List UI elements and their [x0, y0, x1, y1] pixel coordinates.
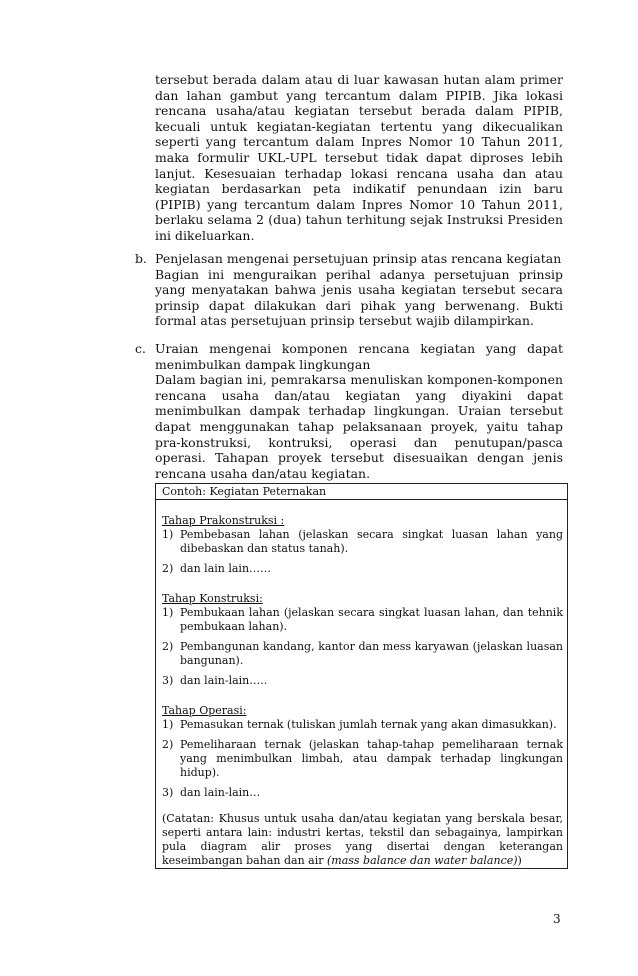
- list-item: [162, 528, 563, 556]
- section-b-body: Bagian ini menguraikan perihal adanya persetujuan prinsip yang menyatakan bahwa jenis usaha kegiatan tersebut secara prinsip dapat dilakukan dari pihak yang berwenang. Bukti formal atas persetujuan prinsip tersebut wajib dilampirkan.: [155, 266, 563, 329]
- list-item-text: Pemasukan ternak (tuliskan jumlah ternak yang akan dimasukkan).: [180, 718, 557, 731]
- section-b: [155, 251, 563, 329]
- list-item-text: Pembebasan lahan (jelaskan secara singkat luasan lahan yang dibebaskan dan status tanah).: [180, 528, 563, 555]
- list-item: [162, 674, 563, 688]
- list-item-number: 3): [162, 786, 174, 799]
- list-item: [162, 738, 563, 780]
- section-b-label: b.: [135, 251, 147, 266]
- list-item-text: dan lain lain……: [180, 562, 272, 575]
- page-number: 3: [553, 912, 561, 926]
- list-item: [162, 718, 563, 732]
- list-item-text: dan lain-lain…: [180, 786, 261, 799]
- list-item: [162, 640, 563, 668]
- section-c-label: c.: [135, 341, 146, 356]
- note-closing: ): [517, 854, 522, 867]
- list-item-text: Pemeliharaan ternak (jelaskan tahap-tahap pemeliharaan ternak yang menimbulkan limbah, atau dampak terhadap lingkungan hidup).: [180, 738, 563, 779]
- paragraph-text: tersebut berada dalam atau di luar kawasan hutan alam primer dan lahan gambut yang tercantum dalam PIPIB. Jika lokasi rencana usaha/atau kegiatan tersebut berada dalam PIPIB, kecuali untuk kegiatan-kegiatan tertentu yang dikecualikan seperti yang tercantum dalam Inpres Nomor 10 Tahun 2011, maka formulir UKL-UPL tersebut tidak dapat diproses lebih lanjut. Kesesuaian terhadap lokasi rencana usaha dan atau kegiatan berdasarkan peta indikatif penundaan izin baru (PIPIB) yang tercantum dalam Inpres Nomor 10 Tahun 2011, berlaku selama 2 (dua) tahun terhitung sejak Instruksi Presiden ini dikeluarkan.: [155, 72, 563, 243]
- list-item-text: Pembukaan lahan (jelaskan secara singkat luasan lahan, dan tehnik pembukaan lahan).: [180, 606, 563, 633]
- list-item-number: 3): [162, 674, 174, 687]
- list-item-number: 2): [162, 738, 174, 751]
- list-item-number: 1): [162, 718, 174, 731]
- catatan-note: [162, 812, 563, 868]
- section-b-title: Penjelasan mengenai persetujuan prinsip atas rencana kegiatan: [155, 251, 562, 266]
- list-item-number: 1): [162, 606, 174, 619]
- section-c-body: Dalam bagian ini, pemrakarsa menuliskan komponen-komponen rencana usaha dan/atau kegiatan yang diyakini dapat menimbulkan dampak terhadap lingkungan. Uraian tersebut dapat menggunakan tahap pelaksanaan proyek, yaitu tahap pra-konstruksi, kontruksi, operasi dan penutupan/pasca operasi. Tahapan proyek tersebut disesuaikan dengan jenis rencana usaha dan/atau kegiatan.: [155, 372, 563, 481]
- list-item-number: 2): [162, 640, 174, 653]
- list-item-number: 1): [162, 528, 174, 541]
- paragraph-kawasan-hutan: [155, 72, 563, 244]
- note-text: (Catatan: Khusus untuk usaha dan/atau kegiatan yang berskala besar, seperti antara lain: industri kertas, tekstil dan sebagainya, lampirkan pula diagram alir proses yang disertai dengan keterangan keseimbangan bahan dan air: [162, 812, 563, 867]
- section-c-title: Uraian mengenai komponen rencana kegiatan yang dapat menimbulkan dampak lingkungan: [155, 341, 563, 372]
- list-item-text: dan lain-lain…..: [180, 674, 268, 687]
- list-item: [162, 562, 563, 576]
- note-italic-text: (mass balance dan water balance): [326, 854, 518, 867]
- list-item-text: Pembangunan kandang, kantor dan mess karyawan (jelaskan luasan bangunan).: [180, 640, 563, 667]
- example-box-content: [162, 514, 563, 868]
- list-item: [162, 786, 563, 800]
- example-box-title: Contoh: Kegiatan Peternakan: [156, 484, 567, 500]
- tahap-operasi-heading: Tahap Operasi:: [162, 704, 247, 717]
- section-c: [155, 341, 563, 481]
- list-item-number: 2): [162, 562, 174, 575]
- tahap-prakonstruksi-heading: Tahap Prakonstruksi :: [162, 514, 285, 527]
- list-item: [162, 606, 563, 634]
- example-box: [155, 483, 568, 869]
- tahap-konstruksi-heading: Tahap Konstruksi:: [162, 592, 263, 605]
